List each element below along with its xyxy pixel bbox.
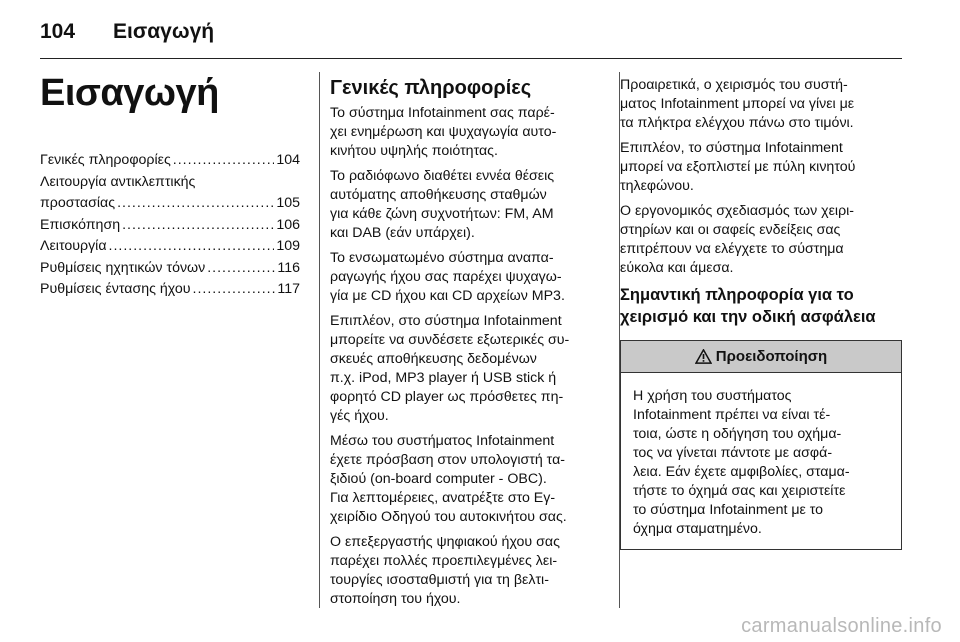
paragraph: Το σύστημα Infotainment σας παρέ- χει ενημέρωση και ψυχαγωγία αυτο- κινήτου υψηλής ποιότητας. — [330, 105, 557, 159]
toc-item[interactable]: Ρυθμίσεις έντασης ήχου ..... 117 — [40, 279, 300, 301]
page-number: 104 — [40, 20, 76, 43]
toc-item[interactable]: Επισκόπηση ..... 106 — [40, 215, 300, 237]
warning-text: Η χρήση του συστήματος Infotainment πρέπει να είναι τέ- τοια, ώστε η οδήγηση του οχήμα- τος να γίνεται πάντοτε με ασφά- λεια. Εάν έχετε αμφιβολίες, σταμα- τήστε το όχημά σας και χειριστείτε το σύστημα Infotainment με το όχημα σταματημένο. — [633, 388, 850, 537]
watermark: carmanualsonline.info — [741, 615, 942, 637]
paragraph: Ο εργονομικός σχεδιασμός των χειρι- στηρίων και οι σαφείς ενδείξεις σας επιτρέπουν να ελέγχετε το σύστημα εύκολα και άμεσα. — [620, 203, 855, 276]
chapter-title: Εισαγωγή — [40, 72, 219, 114]
paragraph: Ο επεξεργαστής ψηφιακού ήχου σας παρέχει πολλές προεπιλεγμένες λει- τουργίες ισοσταθμιστή για τη βελτι- στοποίηση του ήχου. — [330, 534, 560, 607]
warning-title: Προειδοποίηση — [715, 348, 828, 365]
paragraph: Μέσω του συστήματος Infotainment έχετε πρόσβαση στον υπολογιστή τα- ξιδιού (on-board computer - OBC). Για λεπτομέρειες, ανατρέξτε στο Εγ- χειρίδιο Οδηγού του αυτοκινήτου σας. — [330, 433, 567, 525]
toc-item[interactable]: Ρυθμίσεις ηχητικών τόνων ..... 116 — [40, 258, 300, 280]
paragraph: Προαιρετικά, ο χειρισμός του συστή- ματος Infotainment μπορεί να γίνει με τα πλήκτρα ελέγχου πάνω στο τιμόνι. — [620, 77, 855, 131]
toc-item[interactable]: Λειτουργία αντικλεπτικής προστασίας ..... 105 — [40, 172, 300, 215]
paragraph: Επιπλέον, στο σύστημα Infotainment μπορείτε να συνδέσετε εξωτερικές συ- σκευές αποθήκευσης δεδομένων π.χ. iPod, MP3 player ή USB stick ή φορητό CD player ως πρόσθετες πη- γές ήχου. — [330, 313, 570, 424]
paragraph: Το ενσωματωμένο σύστημα αναπα- ραγωγής ήχου σας παρέχει ψυχαγω- γία με CD ήχου και CD αρχείων MP3. — [330, 250, 565, 304]
column-divider — [319, 72, 320, 608]
toc-item[interactable]: Λειτουργία ..... 109 — [40, 236, 300, 258]
warning-triangle-icon — [695, 349, 712, 364]
safety-column — [620, 76, 902, 550]
paragraph: Επιπλέον, το σύστημα Infotainment μπορεί να εξοπλιστεί με πύλη κινητού τηλεφώνου. — [620, 140, 856, 194]
general-info-column — [330, 76, 608, 615]
header-rule — [40, 58, 902, 59]
section-heading: Γενικές πληροφορίες — [330, 77, 532, 99]
section-heading: Σημαντική πληροφορία για το χειρισμό και την οδική ασφάλεια — [620, 286, 876, 326]
warning-header — [621, 341, 901, 373]
page-header — [40, 14, 214, 50]
toc-item[interactable]: Γενικές πληροφορίες ..... 104 — [40, 150, 300, 172]
warning-box — [620, 340, 902, 550]
table-of-contents — [40, 150, 300, 301]
paragraph: Το ραδιόφωνο διαθέτει εννέα θέσεις αυτόματης αποθήκευσης σταθμών για κάθε ζώνη συχνοτήτων: FM, AM και DAB (εάν υπάρχει). — [330, 168, 555, 241]
running-title: Εισαγωγή — [113, 20, 215, 43]
